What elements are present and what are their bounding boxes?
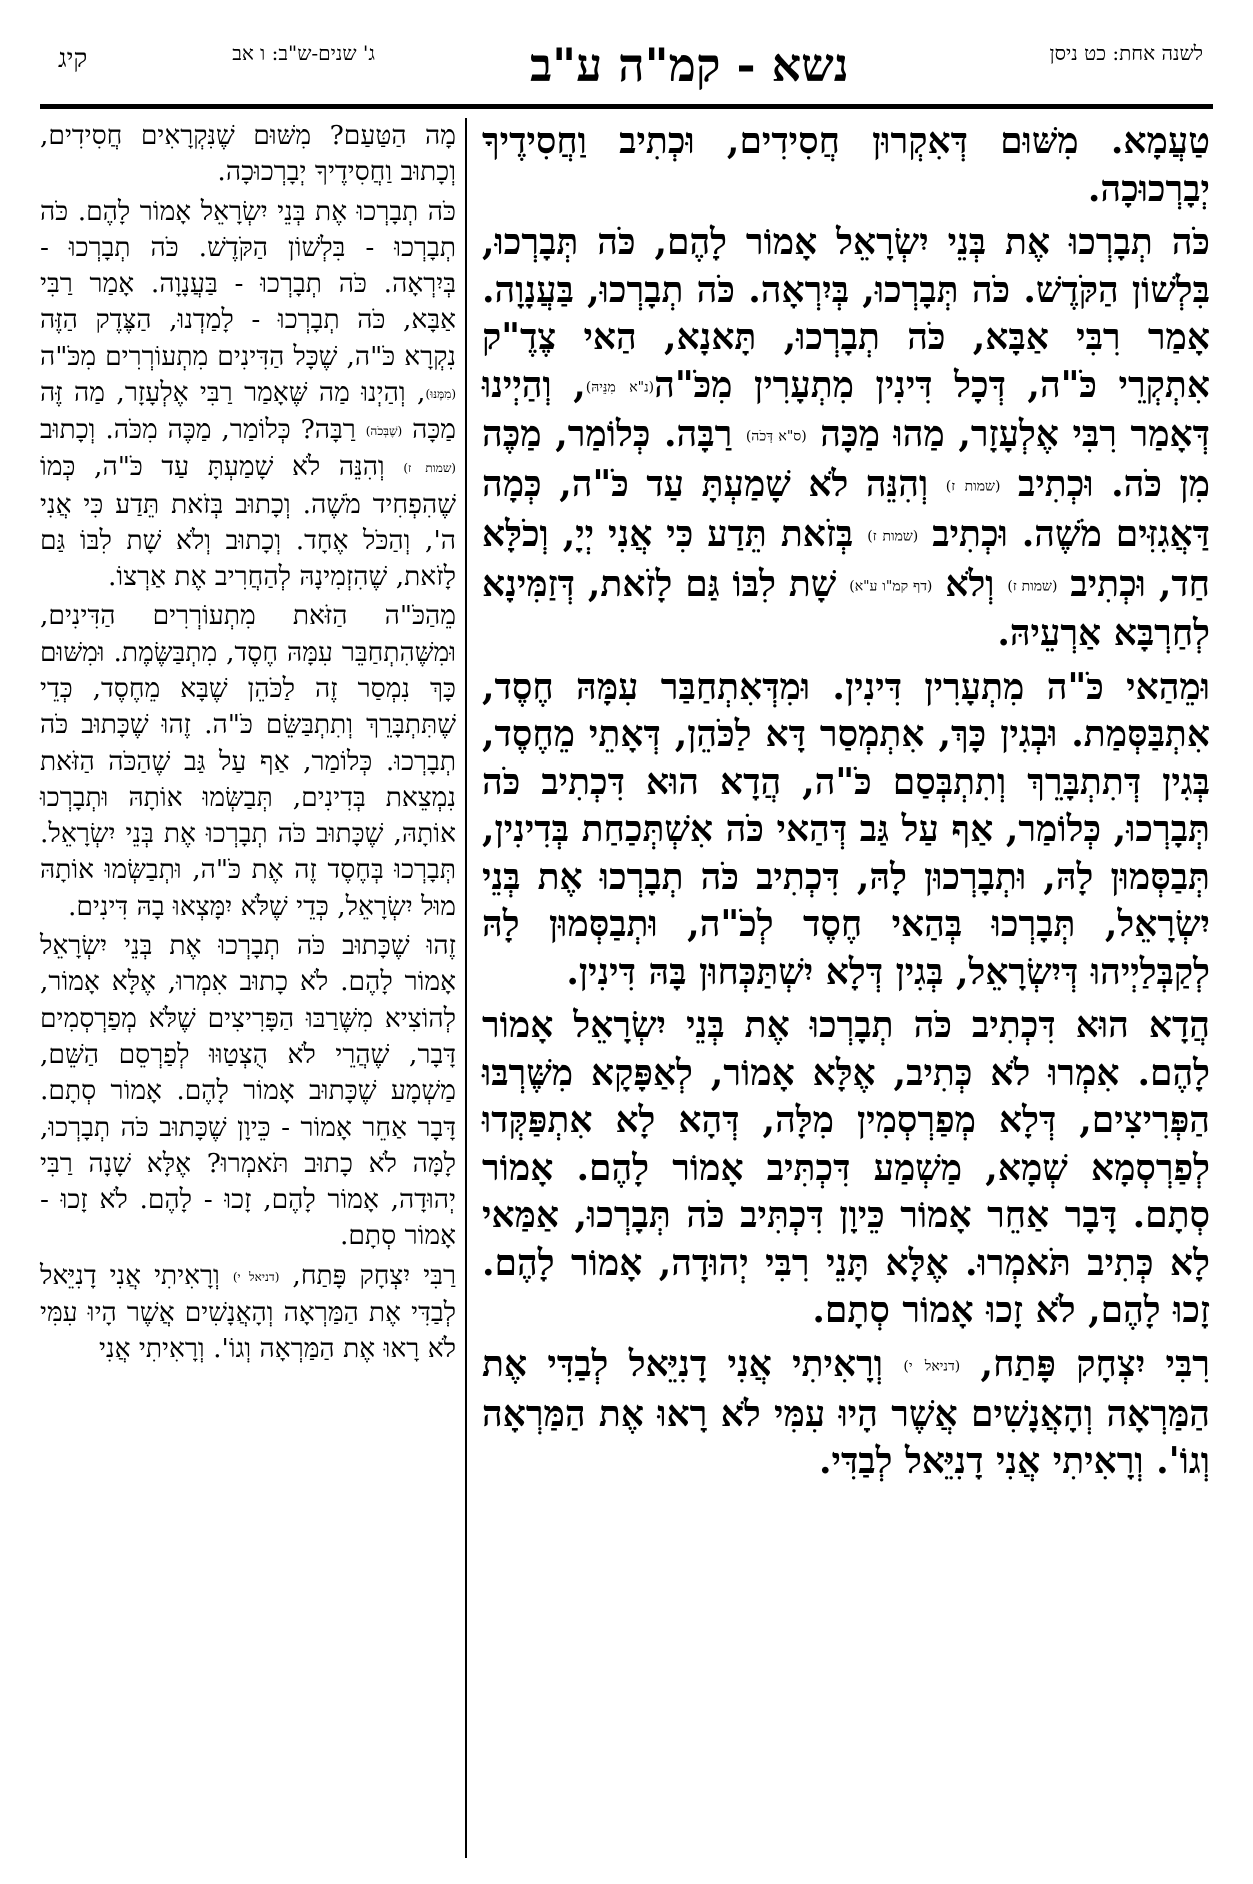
side-paragraph-2: כֹּה תְבָרְכוּ אֶת בְּנֵי יִשְׂרָאֵל אָמוֹר לָהֶם. כֹּה תְבָרְכוּ - בִּלְשׁוֹן הַקֹּדֶשׁ. כֹּה תְבָרְכוּ - בְּיִרְאָה. כֹּה תְבָרְכוּ - בַּעֲנָוָה. אָמַר רַבִּי אַבָּא, כֹּה תְבָרְכוּ - לָמַדְנוּ, הַצֶּדֶק הַזֶּה נִקְרָא כֹּ"ה, שֶׁכָּל הַדִּינִים מִתְעוֹרְרִים מִכֹּ"ה (מִמֶּנּוּ), וְהַיְנוּ מַה שֶּׁאָמַר רַבִּי אֶלְעָזָר, מַה זֶּה מַכָּה (שֶׁבְּכֹה) רַבָּה? כְּלוֹמַר, מַכֶּה מִכֹּה. וְכָתוּב (שמות ז) וְהִנֵּה לֹא שָׁמַעְתָּ עַד כֹּ"ה, כְּמוֹ שֶׁהִפְחִיד מֹשֶׁה. וְכָתוּב בְּזֹאת תֵּדַע כִּי אֲנִי ה', וְהַכֹּל אֶחָד. וְכָתוּב וְלֹא שָׁת לִבּוֹ גַּם לָזֹאת, שֶׁהִזְמִינָהּ לְהַחֲרִיב אֶת אַרְצוֹ. (40, 195, 456, 593)
main-paragraph-5: רִבִּי יִצְחָק פָּתַח, (דניאל י) וְרָאִיתִי אֲנִי דָנִיֵּאל לְבַדִּי אֶת הַמַּרְאָה וְהָאֲנָשִׁים אֲשֶׁר הָיוּ עִמִּי לֹא רָאוּ אֶת הַמַּרְאָה וְגוֹ'. וְרָאִיתִי אֲנִי דָנִיֵּאל לְבַדִּי. (482, 1342, 1210, 1482)
main-text-column (482, 118, 1210, 1858)
page-title: נשא - קמ"ה ע"ב (530, 38, 849, 92)
source-ref: (דניאל י) (903, 1358, 961, 1374)
source-ref: (מִמֶּנּוּ) (425, 386, 456, 401)
main-paragraph-3: וּמֵהַאי כֹּ"ה מִתְעָרִין דִּינִין. וּמִדְּאִתְחַבַּר עִמָּהּ חֶסֶד, אִתְבַּסְּמַת. וּבְגִין כָּךְ, אִתְמְסַר דָּא לַכֹּהֵן, דְּאָתֵי מֵחֶסֶד, בְּגִין דְּתִתְבָּרֵךְ וְתִתְבְּסַם כֹּ"ה, הֲדָא הוּא דִּכְתִיב כֹּה תְּבָרְכוּ, כְּלוֹמַר, אַף עַל גַּב דְּהַאי כֹּה אִשְׁתְּכַחַת בְּדִינִין, תְּבַסְּמוּן לָהּ, וּתְבָרְכוּן לָהּ, דִּכְתִיב כֹּה תְבָרְכוּ אֶת בְּנֵי יִשְׂרָאֵל, תְּבָרְכוּ בְּהַאי חֶסֶד לְכֹ"ה, וּתְבַסְּמוּן לָהּ לְקַבְּלַיְיהוּ דְּיִשְׂרָאֵל, בְּגִין דְּלָא יִשְׁתַּכְּחוּן בָּהּ דִּינִין. (482, 665, 1210, 993)
side-paragraph-5: רַבִּי יִצְחָק פָּתַח, (דניאל י) וְרָאִיתִי אֲנִי דָנִיֵּאל לְבַדִּי אֶת הַמַּרְאָה וְהָאֲנָשִׁים אֲשֶׁר הָיוּ עִמִּי לֹא רָאוּ אֶת הַמַּרְאָה וְגוֹ'. וְרָאִיתִי אֲנִי (40, 1259, 456, 1365)
source-ref: (שֶׁבְּכֹה) (365, 424, 403, 439)
source-ref: (שמות ז) (1007, 577, 1058, 594)
reading-schedule-left: ג' שנים-ש"ב: ו אב (232, 41, 375, 65)
source-ref: (שמות ז) (403, 461, 456, 476)
side-paragraph-3: מֵהַכֹּ"ה הַזֹּאת מִתְעוֹרְרִים הַדִּינִים, וּמִשֶּׁהִתְחַבֵּר עִמָּהּ חֶסֶד, מִתְבַּשֶּׂמֶת. וּמִשּׁוּם כָּךְ נִמְסַר זֶה לַכֹּהֵן שֶׁבָּא מֵחֶסֶד, כְּדֵי שֶׁתִּתְבָּרֵךְ וְתִתְבַּשֵּׂם כֹּ"ה. זֶהוּ שֶׁכָּתוּב כֹּה תְבָרְכוּ. כְּלוֹמַר, אַף עַל גַּב שֶׁהַכֹּה הַזֹּאת נִמְצֵאת בְּדִינִים, תְּבַשְּׂמוּ אוֹתָהּ וּתְבָרְכוּ אוֹתָהּ, שֶׁכָּתוּב כֹּה תְבָרְכוּ אֶת בְּנֵי יִשְׂרָאֵל. תְּבָרְכוּ בְּחֶסֶד זֶה אֶת כֹּ"ה, וּתְבַשְּׂמוּ אוֹתָהּ מוּל יִשְׂרָאֵל, כְּדֵי שֶׁלֹּא יִמָּצְאוּ בָהּ דִּינִים. (40, 600, 456, 922)
main-paragraph-1: טַעֲמָא. מִשּׁוּם דְּאִקְרוּן חֲסִידִים, וּכְתִיב וַחֲסִידֶיךָ יְבָרְכוּכָה. (482, 120, 1210, 210)
header-rule (40, 104, 1213, 109)
source-ref: (ס"א דְּכֹה) (745, 428, 807, 445)
main-paragraph-2: כֹּה תְבָרְכוּ אֶת בְּנֵי יִשְׂרָאֵל אָמוֹר לָהֶם, כֹּה תְּבָרְכוּ, בִּלְשׁוֹן הַקֹּדֶשׁ. כֹּה תְּבָרְכוּ, בְּיִרְאָה. כֹּה תְבָרְכוּ, בַּעֲנָוָה. אָמַר רִבִּי אַבָּא, כֹּה תְבָרְכוּ, תָּאנָא, הַאי צֶדֶ"ק אִתְקְרֵי כֹּ"ה, דְּכָל דִּינִין מִתְעָרִין מִכֹּ"ה(נ"א מִנֵּיהּ), וְהַיְינוּ דְּאָמַר רִבִּי אֶלְעָזָר, מַהוּ מַכָּה (ס"א דְּכֹה) רַבָּה. כְּלוֹמַר, מַכֶּה מִן כֹּה. וּכְתִיב (שמות ז) וְהִנֵּה לֹא שָׁמַעְתָּ עַד כֹּ"ה, כְּמָה דַּאֲגִזִּים מֹשֶׁה. וּכְתִיב (שמות ז) בְּזֹאת תֵּדַע כִּי אֲנִי יְיָ, וְכֹלָּא חַד, וּכְתִיב (שמות ז) וְלֹא (דף קמ"ו ע"א) שָׁת לִבּוֹ גַּם לָזֹאת, דְּזַמִּינָא לְחַרְבָּא אַרְעֵיהּ. (482, 221, 1211, 655)
page-number: קיג (58, 44, 88, 74)
page-header (40, 28, 1213, 106)
side-paragraph-1: מָה הַטַּעַם? מִשּׁוּם שֶׁנִּקְרָאִים חֲסִידִים, וְכָתוּב וַחֲסִידֶיךָ יְבָרְכוּכָה. (40, 120, 456, 188)
source-ref: (דניאל י) (232, 1269, 280, 1284)
main-paragraph-4: הֲדָא הוּא דִּכְתִיב כֹּה תְבָרְכוּ אֶת בְּנֵי יִשְׂרָאֵל אָמוֹר לָהֶם. אִמְרוּ לֹא כְּתִיב, אֶלָּא אָמוֹר, לְאַפָּקָא מִשֶּׁרְבּוּ הַפְּרִיצִים, דְּלָא מְפַרְסְמִין מִלָּה, דְּהָא לָא אִתְפַּקְּדוּ לְפַרְסְמָא שְׁמָא, מַשְׁמַע דִּכְתִּיב אָמוֹר לָהֶם. אָמוֹר סְתָם. דָּבָר אַחֵר אָמוֹר כֵּיוָן דִּכְתִּיב כֹּה תְּבָרְכוּ, אַמַּאי לָא כְּתִיב תֹּאמְרוּ. אֶלָּא תָּנֵי רִבִּי יְהוּדָה, אָמוֹר לָהֶם. זָכוּ לָהֶם, לֹא זָכוּ אָמוֹר סְתָם. (482, 1004, 1210, 1332)
translation-column (40, 118, 456, 1858)
column-divider (465, 118, 467, 1858)
page-ref: (דף קמ"ו ע"א) (849, 577, 933, 594)
source-ref: (נ"א מִנֵּיהּ) (585, 378, 655, 395)
side-paragraph-4: זֶהוּ שֶׁכָּתוּב כֹּה תְבָרְכוּ אֶת בְּנֵי יִשְׂרָאֵל אָמוֹר לָהֶם. לֹא כָתוּב אִמְרוּ, אֶלָּא אָמוֹר, לְהוֹצִיא מִשֶּׁרַבּוּ הַפָּרִיצִים שֶׁלֹּא מְפַרְסְמִים דָּבָר, שֶׁהֲרֵי לֹא הֻצְטַוּוּ לְפַרְסֵם הַשֵּׁם, מַשְׁמָע שֶׁכָּתוּב אָמוֹר לָהֶם. אָמוֹר סְתָם. דָּבָר אַחֵר אָמוֹר - כֵּיוָן שֶׁכָּתוּב כֹּה תְבָרְכוּ, לָמָּה לֹא כָתוּב תֹּאמְרוּ? אֶלָּא שָׁנָה רַבִּי יְהוּדָה, אָמוֹר לָהֶם, זָכוּ - לָהֶם. לֹא זָכוּ - אָמוֹר סְתָם. (40, 930, 456, 1252)
source-ref: (שמות ז) (945, 478, 1001, 495)
source-ref: (שמות ז) (867, 528, 919, 544)
reading-schedule-right: לשנה אחת: כט ניסן (1049, 41, 1203, 65)
